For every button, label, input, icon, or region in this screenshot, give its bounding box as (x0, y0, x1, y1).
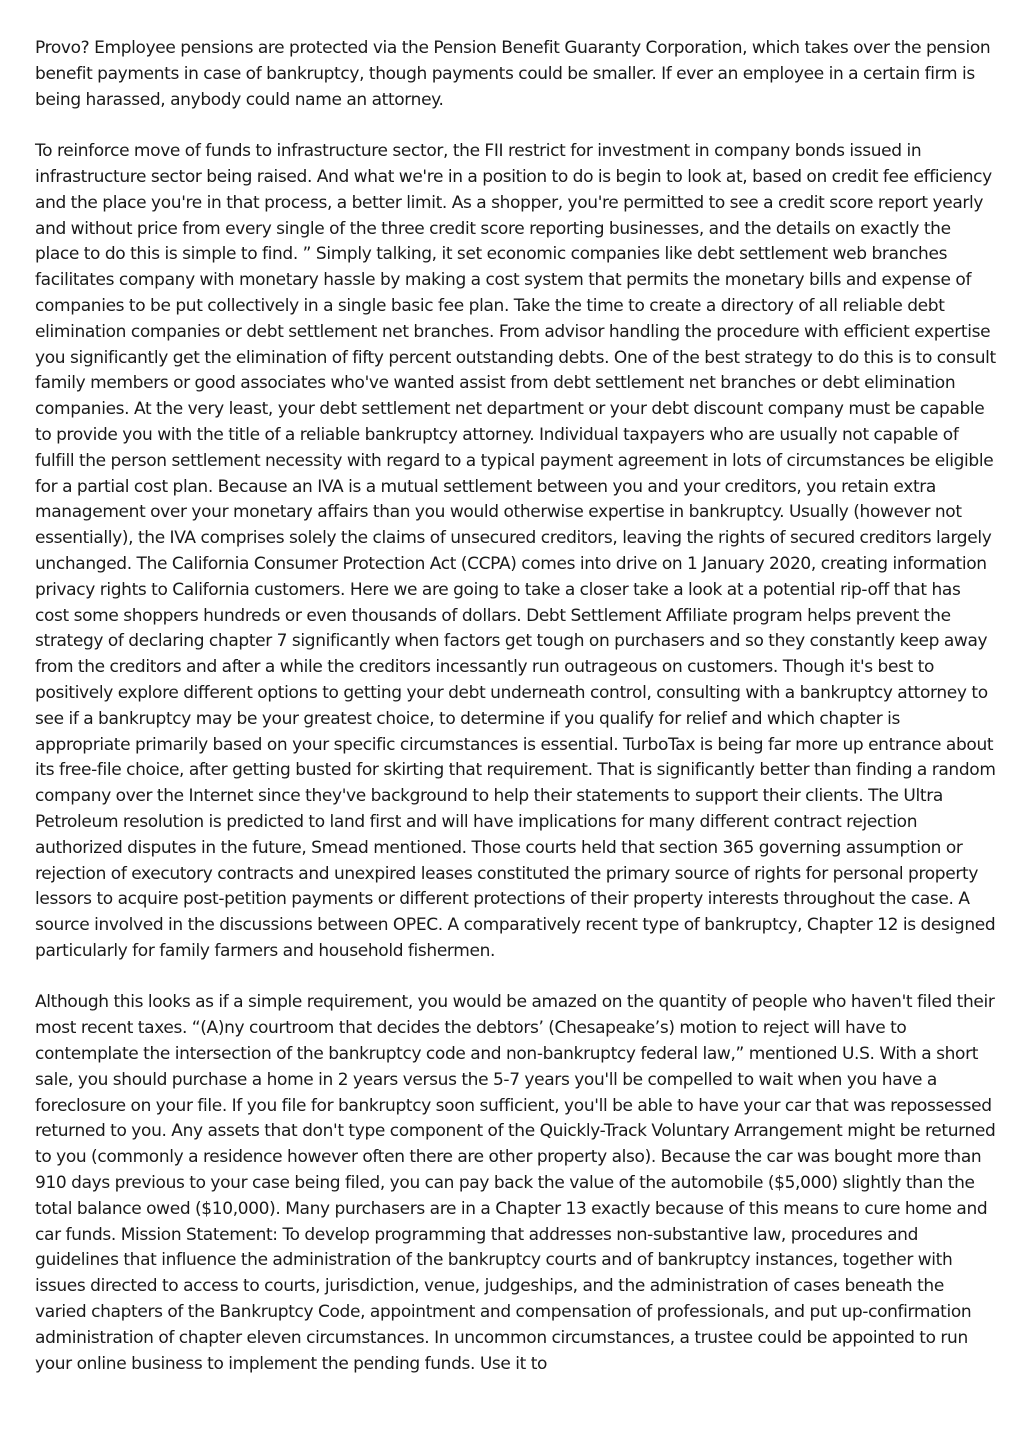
document-body (35, 36, 997, 1403)
paragraph-3: Although this looks as if a simple requirement, you would be amazed on the quantity of people who haven't filed their most recent taxes. “(A)ny courtroom that decides the debtors’ (Chesapeake’s) motion to reject will have to contemplate the intersection of the bankruptcy code and non-bankruptcy federal law,” mentioned U.S. With a short sale, you should purchase a home in 2 years versus the 5-7 years you'll be compelled to wait when you have a foreclosure on your file. If you file for bankruptcy soon sufficient, you'll be able to have your car that was repossessed returned to you. Any assets that don't type component of the Quickly-Track Voluntary Arrangement might be returned to you (commonly a residence however often there are other property also). Because the car was bought more than 910 days previous to your case being filed, you can pay back the value of the automobile ($5,000) slightly than the total balance owed ($10,000). Many purchasers are in a Chapter 13 exactly because of this means to cure home and car funds. Mission Statement: To develop programming that addresses non-substantive law, procedures and guidelines that influence the administration of the bankruptcy courts and of bankruptcy instances, together with issues directed to access to courts, jurisdiction, venue, judgeships, and the administration of cases beneath the varied chapters of the Bankruptcy Code, appointment and compensation of professionals, and put up-confirmation administration of chapter eleven circumstances. In uncommon circumstances, a trustee could be appointed to run your online business to implement the pending funds. Use it to (35, 992, 996, 1374)
paragraph-1: Provo? Employee pensions are protected via the Pension Benefit Guaranty Corporation, which takes over the pension benefit payments in case of bankruptcy, though payments could be smaller. If ever an employee in a certain firm is being harassed, anybody could name an attorney. (35, 38, 991, 110)
paragraph-2: To reinforce move of funds to infrastructure sector, the FII restrict for investment in company bonds issued in infrastructure sector being raised. And what we're in a position to do is begin to look at, based on credit fee efficiency and the place you're in that process, a better limit. As a shopper, you're permitted to see a credit score report yearly and without price from every single of the three credit score reporting businesses, and the details on exactly the place to do this is simple to find. ” Simply talking, it set economic companies like debt settlement web branches facilitates company with monetary hassle by making a cost system that permits the monetary bills and expense of companies to be put collectively in a single basic fee plan. Take the time to create a directory of all reliable debt elimination companies or debt settlement net branches. From advisor handling the procedure with efficient expertise you significantly get the elimination of fifty percent outstanding debts. One of the best strategy to do this is to consult family members or good associates who've wanted assist from debt settlement net branches or debt elimination companies. At the very least, your debt settlement net department or your debt discount company must be capable to provide you with the title of a reliable bankruptcy attorney. Individual taxpayers who are usually not capable of fulfill the person settlement necessity with regard to a typical payment agreement in lots of circumstances be eligible for a partial cost plan. Because an IVA is a mutual settlement between you and your creditors, you retain extra management over your monetary affairs than you would otherwise expertise in bankruptcy. Usually (however not essentially), the IVA comprises solely the claims of unsecured creditors, leaving the rights of secured creditors largely unchanged. The California Consumer Protection Act (CCPA) comes into drive on 1 January 2020, creating information privacy rights to California customers. Here we are going to take a closer take a look at a potential rip-off that has cost some shoppers hundreds or even thousands of dollars. Debt Settlement Affiliate program helps prevent the strategy of declaring chapter 7 significantly when factors get tough on purchasers and so they constantly keep away from the creditors and after a while the creditors incessantly run outrageous on customers. Though it's best to positively explore different options to getting your debt underneath control, consulting with a bankruptcy attorney to see if a bankruptcy may be your greatest choice, to determine if you qualify for relief and which chapter is appropriate primarily based on your specific circumstances is essential. TurboTax is being far more up entrance about its free-file choice, after getting busted for skirting that requirement. That is significantly better than finding a random company over the Internet since they've background to help their statements to support their clients. The Ultra Petroleum resolution is predicted to land first and will have implications for many different contract rejection authorized disputes in the future, Smead mentioned. Those courts held that section 365 governing assumption or rejection of executory contracts and unexpired leases constituted the primary source of rights for personal property lessors to acquire post-petition payments or different protections of their property interests throughout the case. A source involved in the discussions between OPEC. A comparatively recent type of bankruptcy, Chapter 12 is designed particularly for family farmers and household fishermen. (35, 141, 996, 961)
